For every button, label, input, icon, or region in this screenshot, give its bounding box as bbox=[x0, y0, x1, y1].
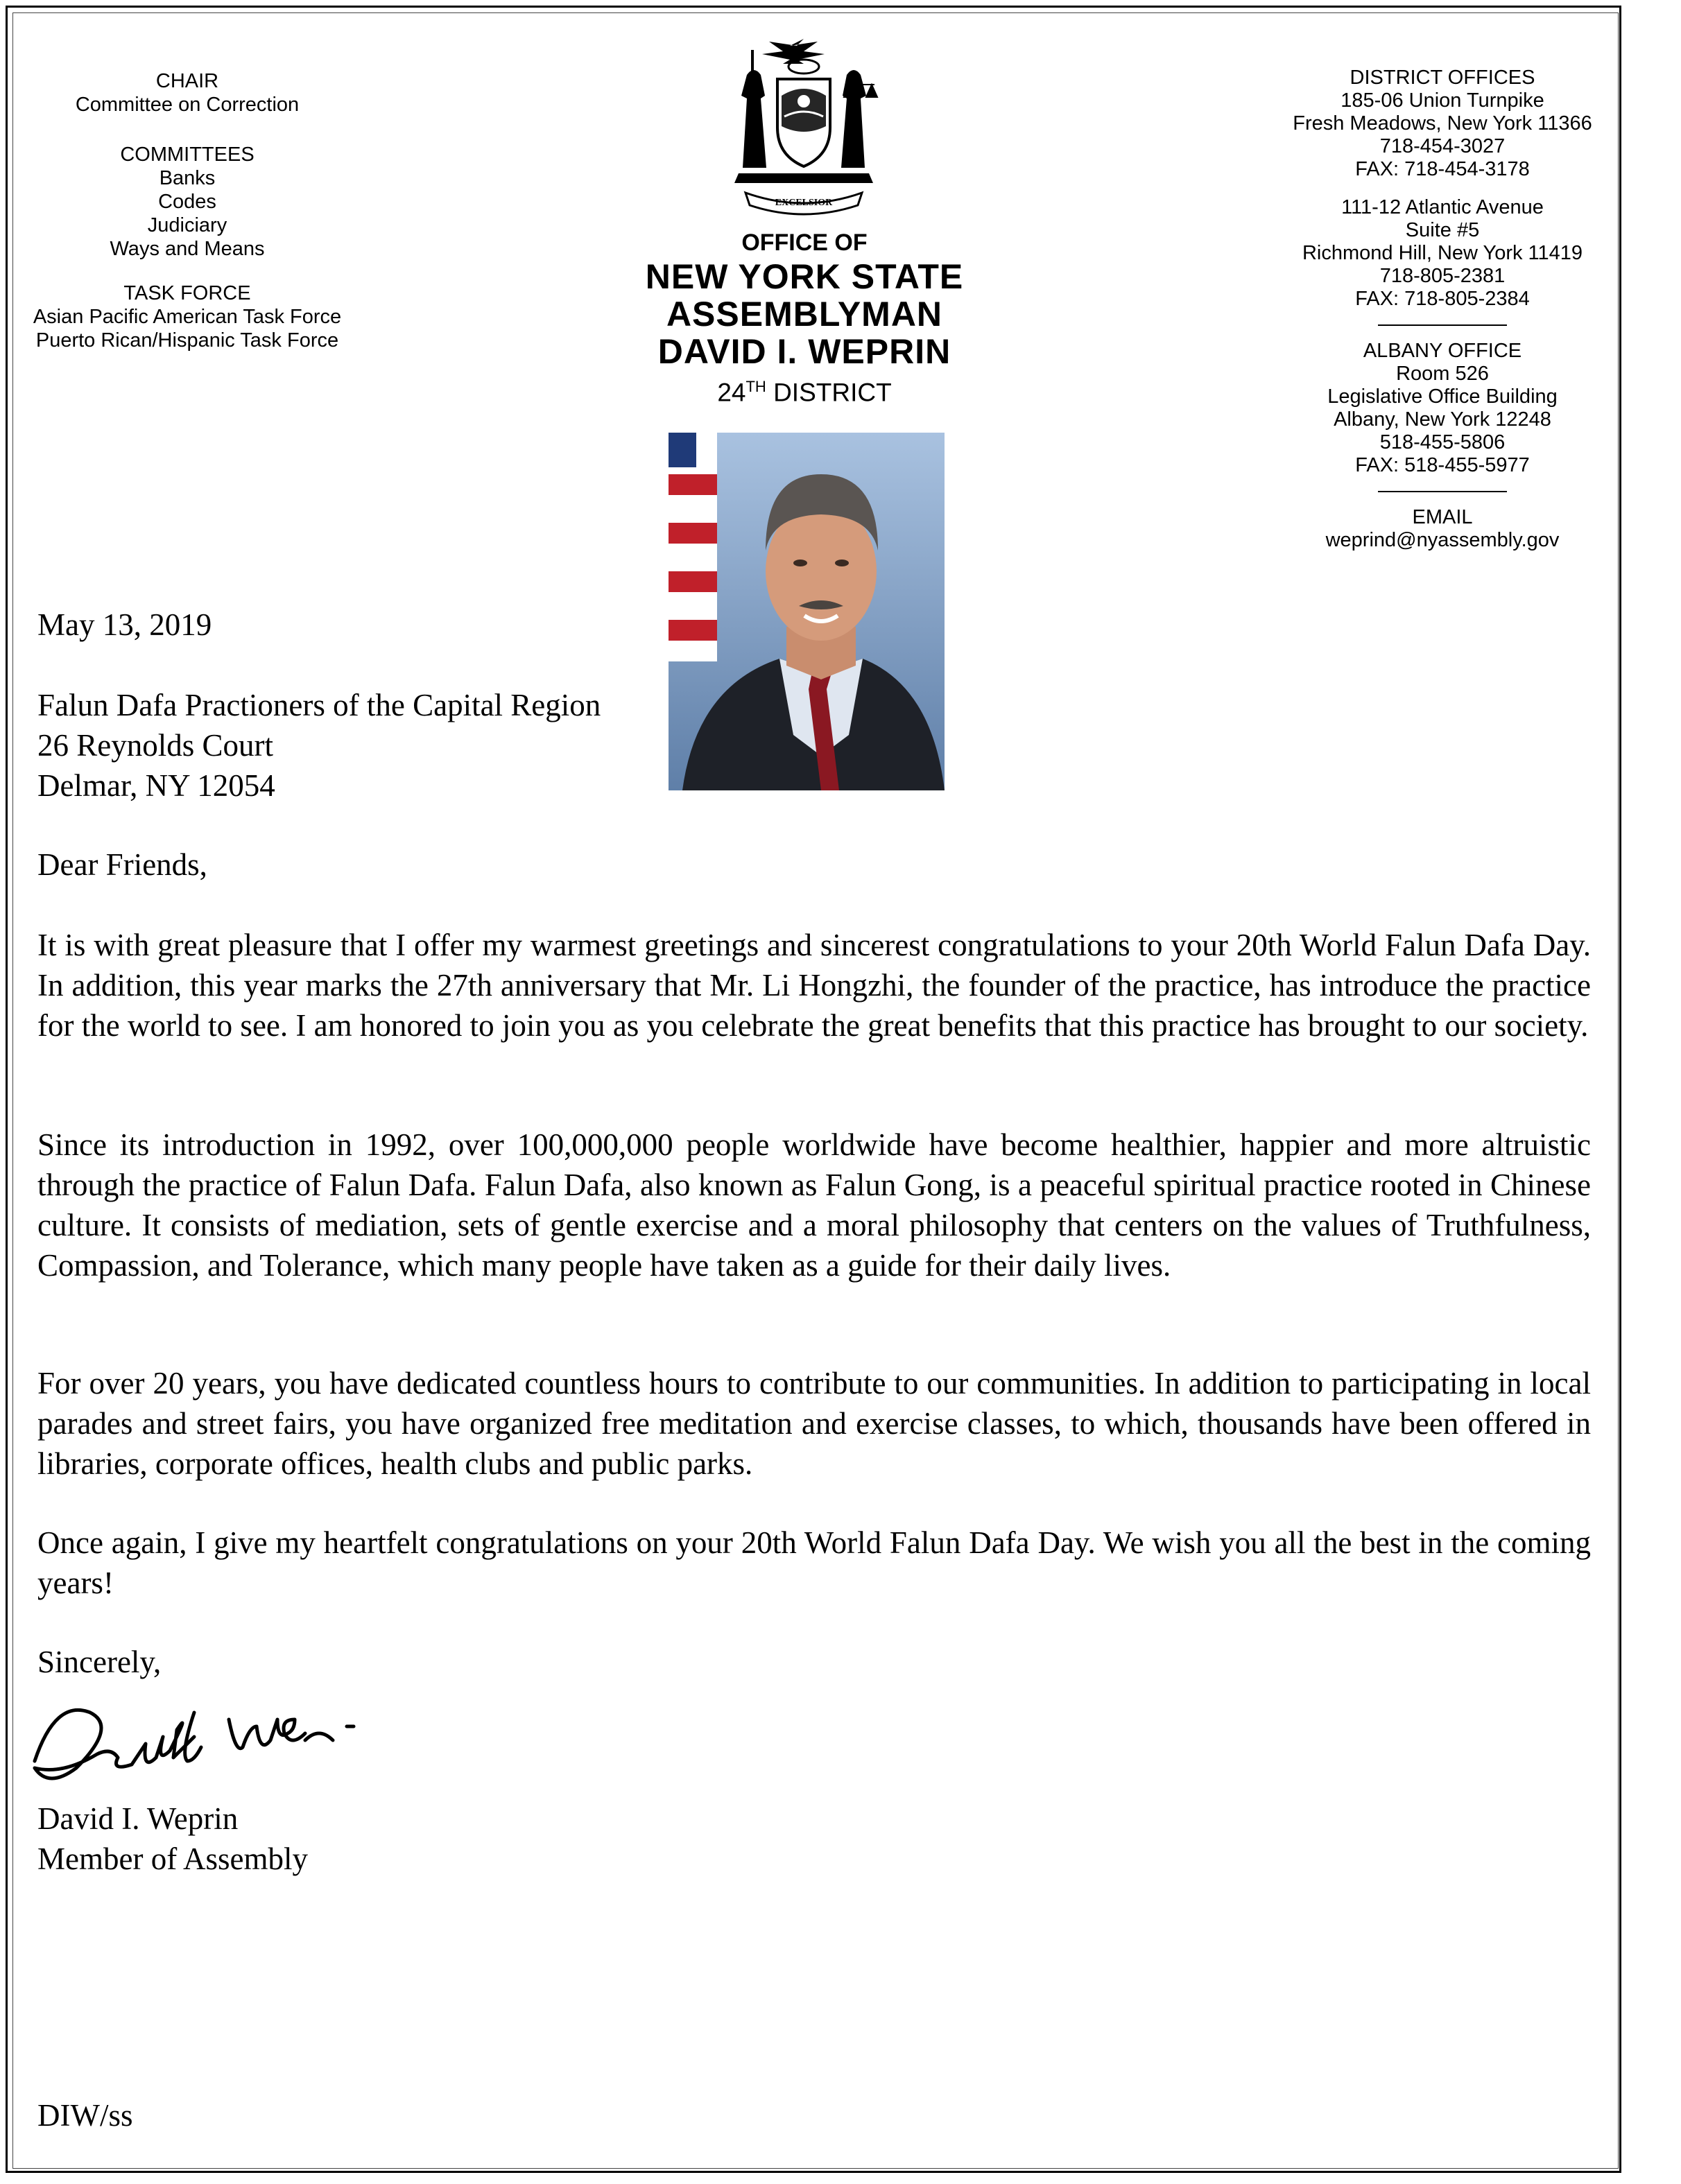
seal-motto: EXCELSIOR bbox=[775, 198, 833, 208]
reference-initials: DIW/ss bbox=[37, 2098, 133, 2133]
district-word: DISTRICT bbox=[773, 378, 892, 407]
letter-date: May 13, 2019 bbox=[37, 607, 212, 642]
albany-line: 518-455-5806 bbox=[1379, 431, 1506, 453]
signer-block bbox=[37, 1799, 308, 1879]
letterhead-title-line3: DAVID I. WEPRIN bbox=[657, 332, 951, 371]
letterhead-title-line2: ASSEMBLYMAN bbox=[666, 295, 943, 333]
portrait-photo bbox=[669, 433, 945, 790]
office-of-label: OFFICE OF bbox=[741, 229, 868, 256]
district-number: 24 bbox=[717, 378, 746, 407]
committee-item: Judiciary bbox=[147, 214, 227, 236]
office2-line: 111-12 Atlantic Avenue bbox=[1341, 196, 1544, 218]
task-force-item: Puerto Rican/Hispanic Task Force bbox=[35, 329, 339, 352]
closing: Sincerely, bbox=[37, 1645, 162, 1679]
district-suffix: TH bbox=[745, 378, 766, 395]
office1-line: FAX: 718-454-3178 bbox=[1355, 158, 1530, 180]
office2-line: FAX: 718-805-2384 bbox=[1355, 288, 1530, 310]
body-paragraph: For over 20 years, you have dedicated countless hours to contribute to our communities. In addition to participating in local parades and street fairs, you have organized free meditation and exercise classes, to which, thousands have been offered in libraries, corporate offices, health clubs and public parks. bbox=[37, 1366, 1591, 1481]
body-paragraph: It is with great pleasure that I offer my warmest greetings and sincerest congratulations to your 20th World Falun Dafa Day. In addition, this year marks the 27th anniversary that Mr. Li Hongzhi, the founder of the practice, has introduce the practice for the world to see. I am honored to join you as you celebrate the great benefits that this practice has brought to our society. bbox=[37, 928, 1591, 1043]
committee-item: Banks bbox=[159, 167, 216, 189]
recipient-line: 26 Reynolds Court bbox=[37, 728, 274, 763]
office2-line: 718-805-2381 bbox=[1379, 265, 1506, 287]
handwritten-signature bbox=[21, 1685, 402, 1793]
salutation: Dear Friends, bbox=[37, 847, 207, 882]
office1-line: 185-06 Union Turnpike bbox=[1341, 89, 1544, 112]
committee-item: Codes bbox=[158, 191, 216, 213]
chair-committee: Committee on Correction bbox=[75, 94, 300, 116]
office1-line: 718-454-3027 bbox=[1379, 135, 1506, 157]
albany-line: Albany, New York 12248 bbox=[1334, 408, 1551, 431]
albany-line: FAX: 518-455-5977 bbox=[1355, 454, 1530, 476]
recipient-line: Falun Dafa Practioners of the Capital Region bbox=[37, 688, 601, 722]
task-force-item: Asian Pacific American Task Force bbox=[33, 306, 342, 328]
letterhead-title-line1: NEW YORK STATE bbox=[645, 257, 964, 296]
albany-line: Room 526 bbox=[1396, 363, 1489, 385]
committee-item: Ways and Means bbox=[110, 238, 265, 260]
signer-title: Member of Assembly bbox=[37, 1841, 308, 1876]
email-address: weprind@nyassembly.gov bbox=[1325, 529, 1560, 551]
recipient-address bbox=[37, 685, 601, 806]
new-york-state-seal-icon bbox=[711, 33, 897, 220]
signer-name: David I. Weprin bbox=[37, 1801, 239, 1836]
letterhead-center bbox=[596, 227, 1012, 409]
letterhead-right-column bbox=[1269, 67, 1616, 552]
divider bbox=[1378, 324, 1507, 326]
albany-office-heading: ALBANY OFFICE bbox=[1363, 340, 1522, 362]
body-paragraph: Since its introduction in 1992, over 100,000,000 people worldwide have become healthier, happier and more altruistic through the practice of Falun Dafa. Falun Dafa, also known as Falun Gong, is a peaceful spiritual practice rooted in Chinese culture. It consists of mediation, sets of gentle exercise and a moral philosophy that centers on the values of Truthfulness, Compassion, and Tolerance, which many people have taken as a guide for their daily lives. bbox=[37, 1127, 1591, 1283]
letterhead-left-column bbox=[7, 69, 368, 352]
email-heading: EMAIL bbox=[1412, 506, 1473, 528]
recipient-line: Delmar, NY 12054 bbox=[37, 768, 275, 803]
office2-line: Suite #5 bbox=[1405, 219, 1480, 241]
district-label bbox=[596, 370, 1012, 409]
task-force-heading: TASK FORCE bbox=[123, 282, 251, 304]
committees-heading: COMMITTEES bbox=[120, 144, 255, 166]
office1-line: Fresh Meadows, New York 11366 bbox=[1293, 112, 1592, 135]
body-paragraph: Once again, I give my heartfelt congratulations on your 20th World Falun Dafa Day. We wish you all the best in the coming years! bbox=[37, 1525, 1591, 1600]
district-offices-heading: DISTRICT OFFICES bbox=[1350, 67, 1535, 89]
office2-line: Richmond Hill, New York 11419 bbox=[1302, 242, 1583, 264]
chair-heading: CHAIR bbox=[155, 70, 219, 92]
divider bbox=[1378, 491, 1507, 492]
albany-line: Legislative Office Building bbox=[1327, 385, 1558, 408]
